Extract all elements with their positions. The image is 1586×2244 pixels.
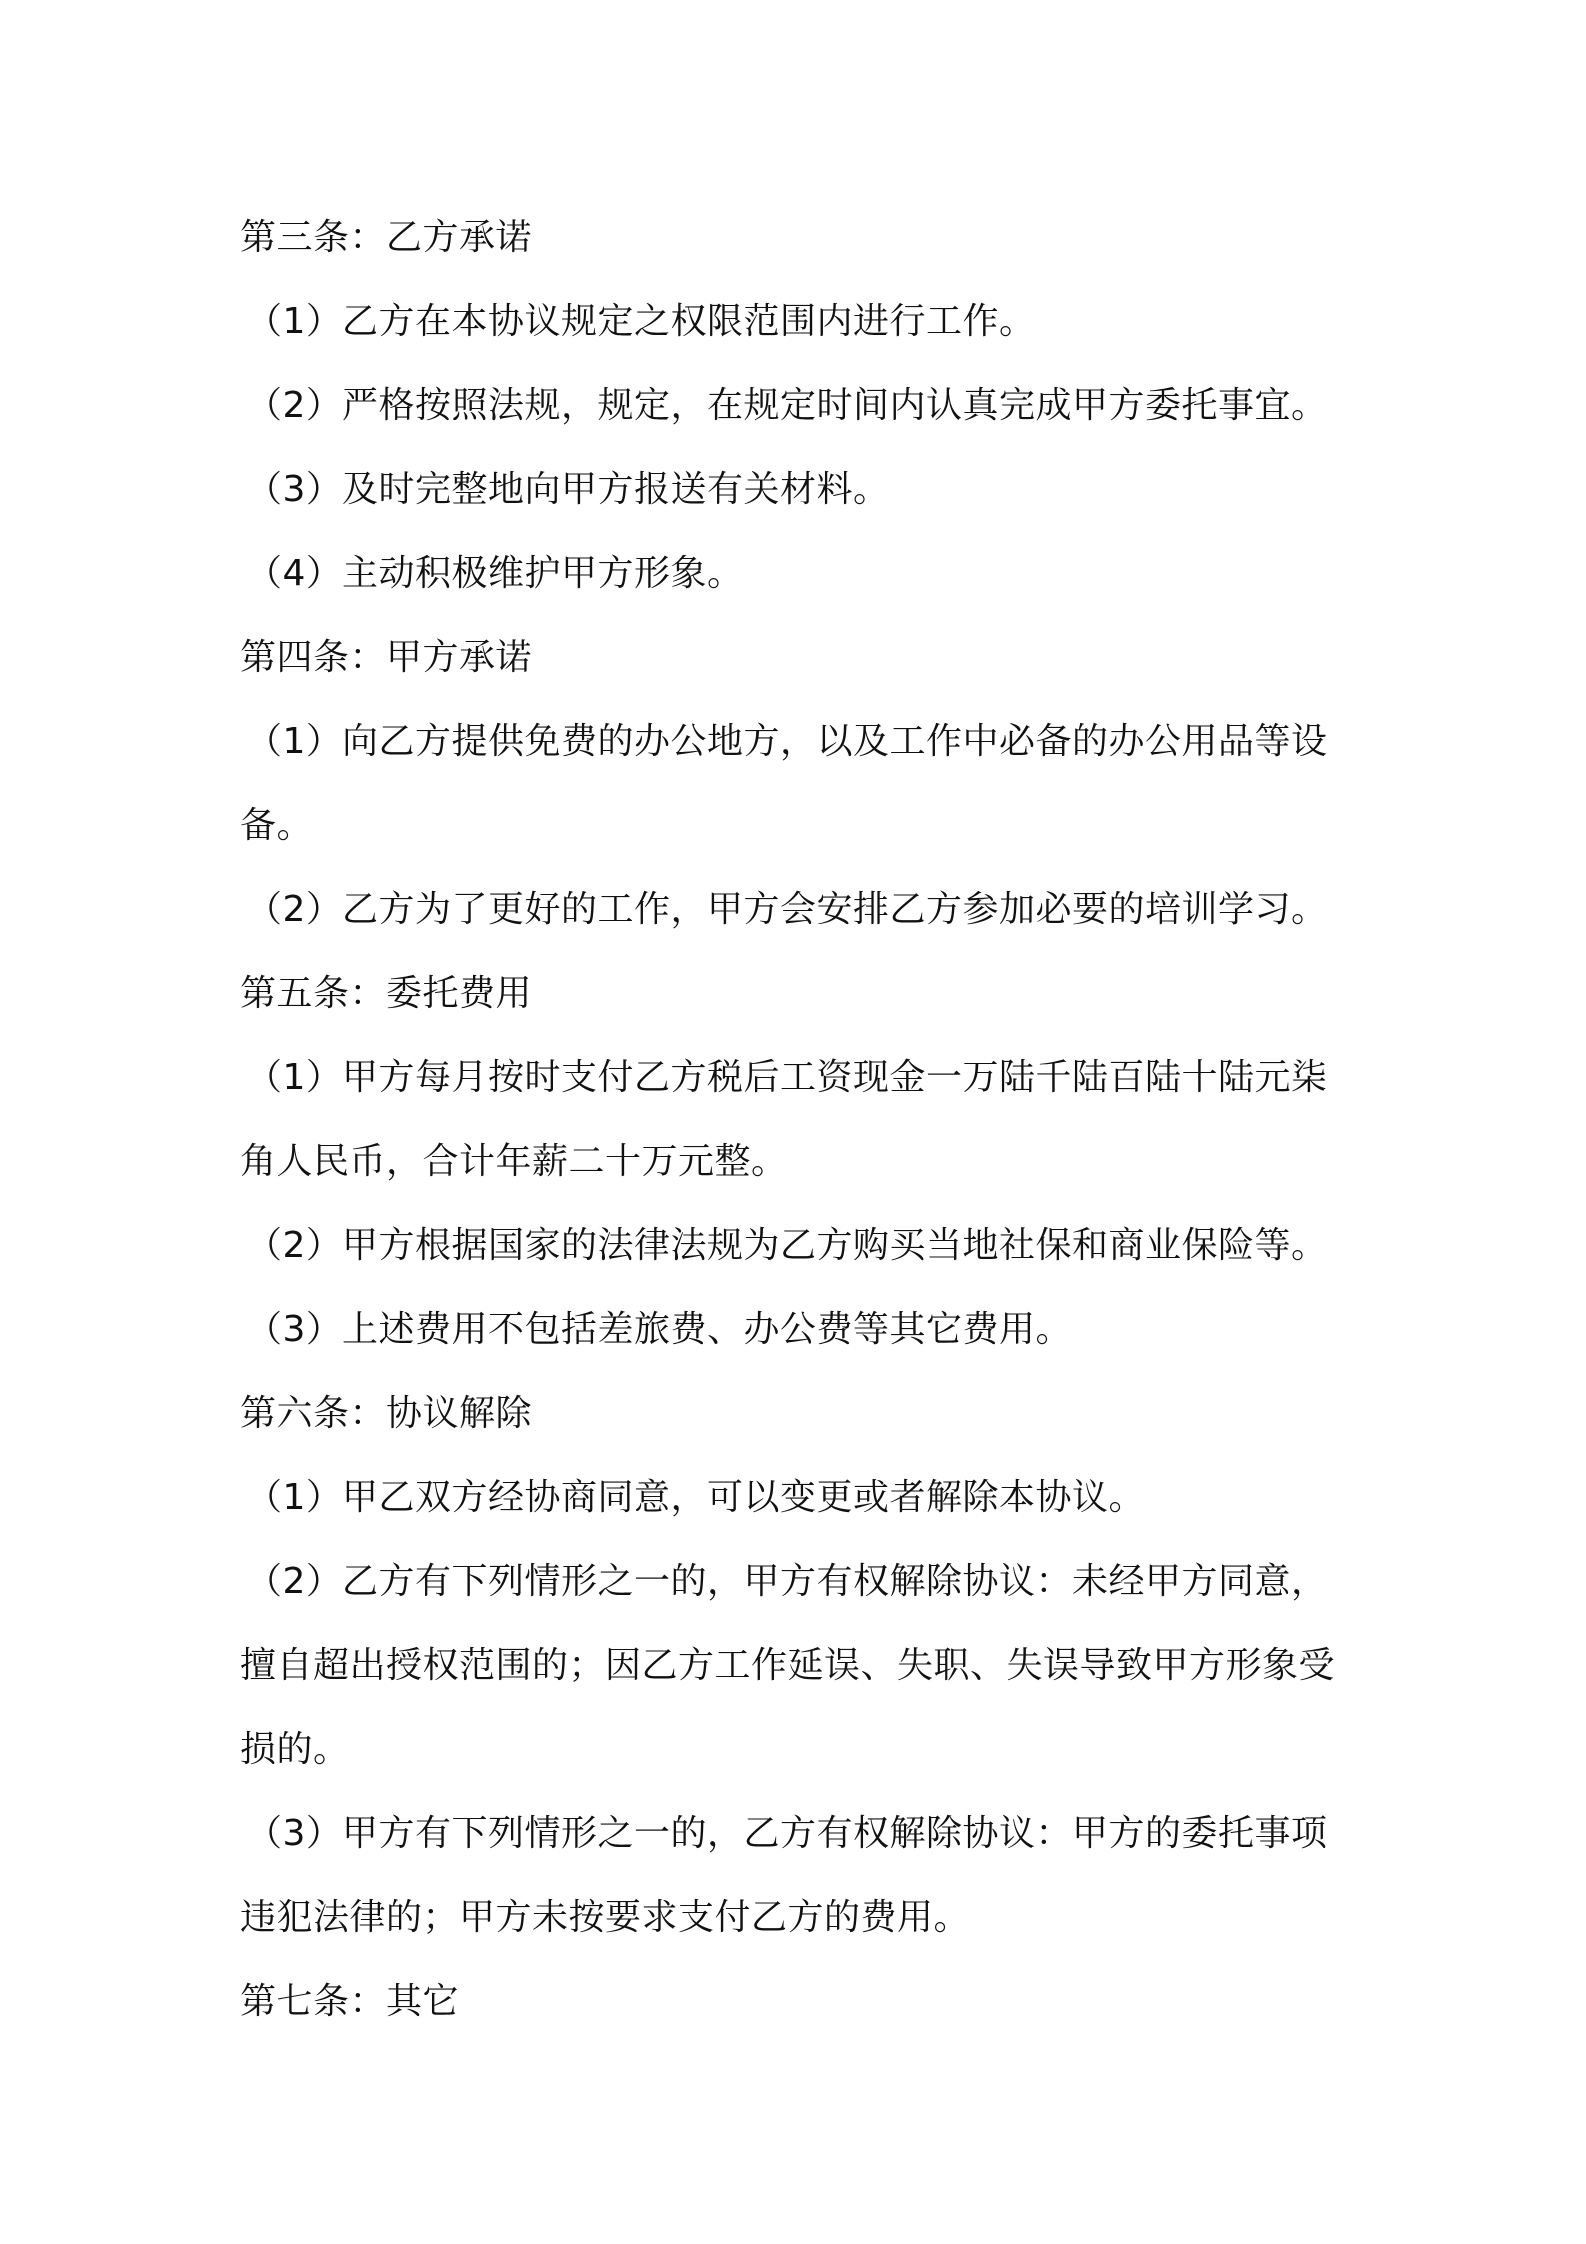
clause-item	[240, 700, 1360, 784]
clause-number: （1）	[246, 1477, 343, 1518]
article-heading: 第四条：甲方承诺	[240, 637, 533, 678]
article-heading: 第七条：其它	[240, 1981, 460, 2022]
clause-item	[240, 1204, 1360, 1288]
clause-item	[240, 280, 1360, 364]
clause-continuation: 备。	[240, 805, 314, 846]
clause-text: 甲方每月按时支付乙方税后工资现金一万陆千陆百陆十陆元柒	[342, 1057, 1328, 1098]
clause-number: （4）	[246, 553, 343, 594]
clause-number: （1）	[246, 1057, 343, 1098]
article-heading: 第五条：委托费用	[240, 973, 533, 1014]
clause-item	[240, 364, 1360, 448]
clause-item	[240, 1036, 1360, 1120]
document-body	[240, 196, 1360, 2044]
clause-text: 乙方为了更好的工作，甲方会安排乙方参加必要的培训学习。	[342, 889, 1328, 930]
clause-item	[240, 1792, 1360, 1876]
clause-text: 向乙方提供免费的办公地方，以及工作中必备的办公用品等设	[342, 721, 1328, 762]
clause-number: （2）	[246, 1561, 343, 1602]
clause-item	[240, 1288, 1360, 1372]
clause-text: 甲方根据国家的法律法规为乙方购买当地社保和商业保险等。	[342, 1225, 1328, 1266]
clause-continuation: 违犯法律的；甲方未按要求支付乙方的费用。	[240, 1897, 971, 1938]
clause-number: （3）	[246, 1309, 343, 1350]
article-heading: 第三条：乙方承诺	[240, 217, 533, 258]
clause-number: （2）	[246, 385, 343, 426]
clause-text: 甲乙双方经协商同意，可以变更或者解除本协议。	[342, 1477, 1146, 1518]
clause-item	[240, 1540, 1360, 1624]
clause-text: 乙方在本协议规定之权限范围内进行工作。	[342, 301, 1036, 342]
clause-text: 主动积极维护甲方形象。	[342, 553, 744, 594]
clause-text: 甲方有下列情形之一的，乙方有权解除协议：甲方的委托事项	[342, 1813, 1328, 1854]
clause-item	[240, 448, 1360, 532]
clause-text: 及时完整地向甲方报送有关材料。	[342, 469, 890, 510]
clause-item	[240, 532, 1360, 616]
clause-continuation: 擅自超出授权范围的；因乙方工作延误、失职、失误导致甲方形象受	[240, 1645, 1336, 1686]
article-heading: 第六条：协议解除	[240, 1393, 533, 1434]
clause-number: （1）	[246, 301, 343, 342]
clause-number: （2）	[246, 1225, 343, 1266]
clause-text: 上述费用不包括差旅费、办公费等其它费用。	[342, 1309, 1073, 1350]
clause-text: 乙方有下列情形之一的，甲方有权解除协议：未经甲方同意，	[342, 1561, 1328, 1602]
clause-item	[240, 1456, 1360, 1540]
clause-number: （1）	[246, 721, 343, 762]
clause-continuation: 损的。	[240, 1729, 350, 1770]
clause-text: 严格按照法规，规定，在规定时间内认真完成甲方委托事宜。	[342, 385, 1328, 426]
clause-number: （2）	[246, 889, 343, 930]
clause-continuation: 角人民币，合计年薪二十万元整。	[240, 1141, 788, 1182]
clause-item	[240, 868, 1360, 952]
clause-number: （3）	[246, 469, 343, 510]
clause-number: （3）	[246, 1813, 343, 1854]
